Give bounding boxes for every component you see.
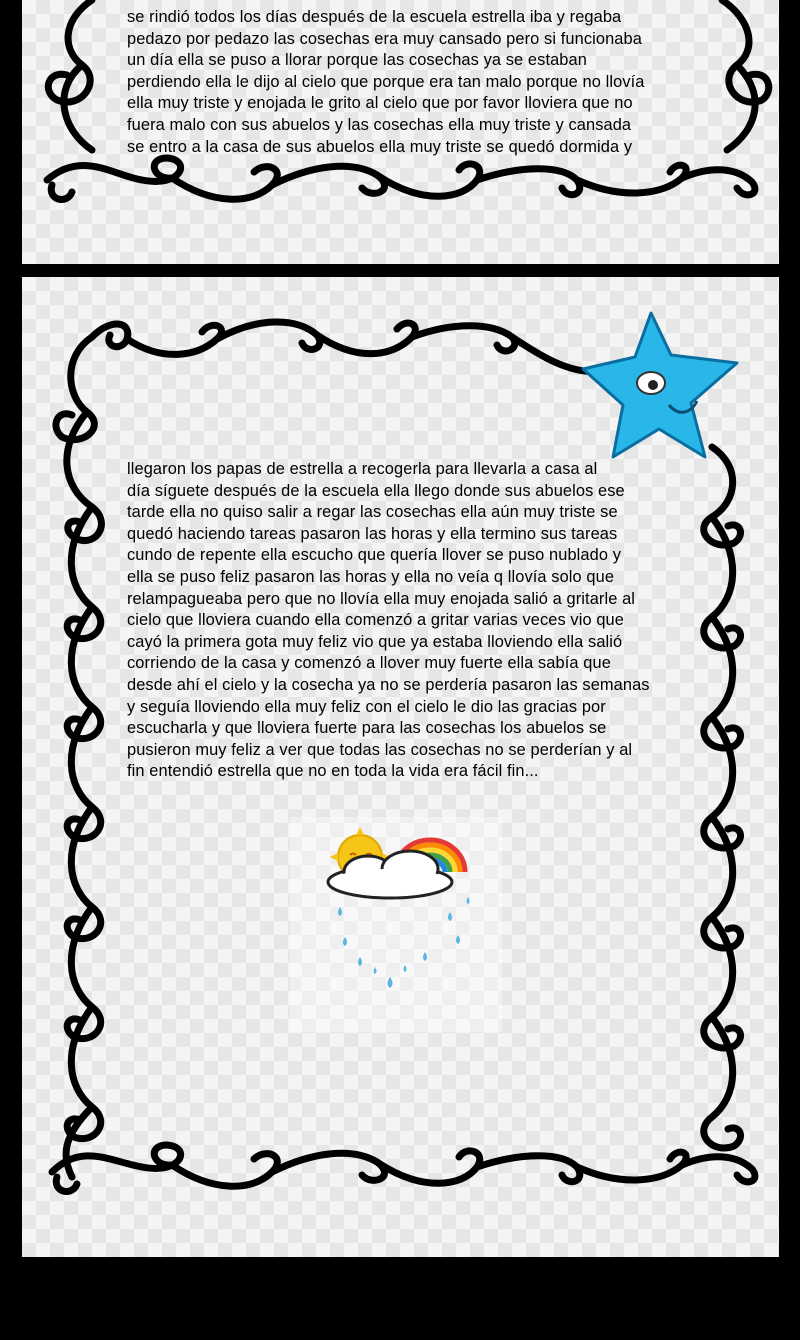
star-character-icon — [579, 305, 749, 465]
sun-cloud-rainbow-icon — [290, 817, 502, 1032]
story-paragraph-2: llegaron los papas de estrella a recogerla para llevarla a casa al día síguete después de la escuela ella llego donde sus abuelos ese tarde ella no quiso salir a regar las cosechas ella aún muy triste se quedó haciendo tareas pasaron las horas y ella termino sus tareas cundo de repente ella escucho que quería llover se puso nublado y ella se puso feliz pasaron las horas y ella no veía q llovía solo que relampagueaba pero que no llovía ella muy enojada salió a gritarle al cielo que lloviera cuando ella comenzó a gritar varias veces vio que cayó la primera gota muy feliz vio que ya estaba lloviendo ella salió corriendo de la casa y comenzó a llover muy fuerte ella sabía que desde ahí el cielo y la cosecha ya no se perdería pasaron las semanas y seguía lloviendo ella muy feliz con el cielo le dio las gracias por escucharla y que lloviera fuerte para las cosechas los abuelos se pusieron muy feliz a ver que todas las cosechas no se perderían y al fin entendió estrella que no en toda la vida era fácil fin... — [127, 460, 650, 781]
raindrops-icon — [338, 897, 470, 988]
story-page-2 — [22, 277, 779, 1257]
story-paragraph-1: se rindió todos los días después de la escuela estrella iba y regaba pedazo por pedazo las cosechas era muy cansado pero si funcionaba un día ella se puso a llorar porque las cosechas ya se estaban perdiendo ella le dijo al cielo que porque era tan malo porque no llovía ella muy triste y enojada le grito al cielo que por favor lloviera que no fuera malo con sus abuelos y las cosechas ella muy triste y cansada se entro a la casa de sus abuelos ella muy triste se quedó dormida y — [127, 8, 645, 156]
story-page-1 — [22, 0, 779, 264]
